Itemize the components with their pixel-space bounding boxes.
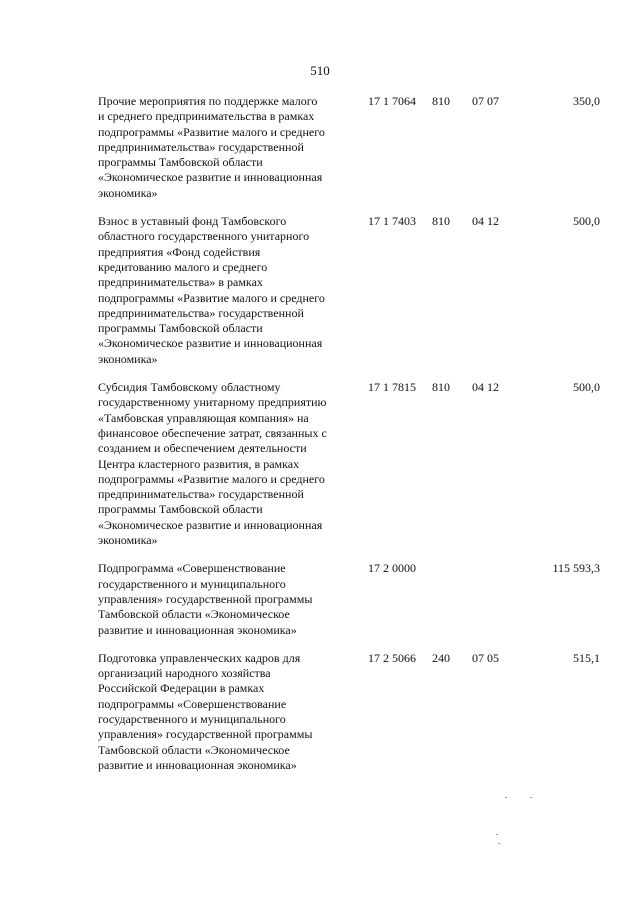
row-expense-kind: 810 — [432, 380, 450, 395]
row-target-code: 17 1 7403 — [368, 214, 416, 229]
row-target-code: 17 2 5066 — [368, 650, 416, 665]
row-description: Подготовка управленческих кадров для организаций народного хозяйства Российской Федерации в рамках подпрограммы «Совершенствование государственного и муниципального управления» государственной программы Тамбовской области «Экономическое развитие и инновационная экономика» — [98, 650, 313, 772]
row-amount: 500,0 — [573, 214, 600, 229]
row-expense-kind: 240 — [432, 650, 450, 665]
row-target-code: 17 1 7064 — [368, 94, 416, 108]
table-row — [98, 380, 608, 548]
scan-speck — [505, 797, 507, 798]
table-row — [98, 214, 608, 367]
row-description: Взнос в уставный фонд Тамбовского областного государственного унитарного предприятия «Фонд содействия кредитованию малого и среднего предпринимательства» в рамках подпрограммы «Развитие малого и среднего предпринимательства» государственной программы Тамбовской области «Экономическое развитие и инновационная экономика» — [98, 214, 325, 366]
row-expense-kind: 810 — [432, 214, 450, 229]
row-section: 07 07 — [472, 94, 499, 108]
row-target-code: 17 1 7815 — [368, 380, 416, 395]
row-section: 04 12 — [472, 214, 499, 229]
budget-table — [98, 94, 608, 786]
row-expense-kind: 810 — [432, 94, 450, 108]
row-target-code: 17 2 0000 — [368, 561, 416, 576]
scan-speck — [498, 843, 500, 844]
table-row — [98, 561, 608, 637]
scan-speck — [496, 834, 498, 835]
table-row — [98, 651, 608, 773]
row-section: 04 12 — [472, 380, 499, 395]
row-amount: 350,0 — [573, 94, 600, 108]
table-row — [98, 94, 608, 201]
scan-speck — [530, 797, 532, 798]
row-section: 07 05 — [472, 650, 499, 665]
row-description: Субсидия Тамбовскому областному государственному унитарному предприятию «Тамбовская управляющая компания» на финансовое обеспечение затрат, связанных с созданием и обеспечением деятельности Центра кластерного развития, в рамках подпрограммы «Развитие малого и среднего предпринимательства» государственной программы Тамбовской области «Экономическое развитие и инновационная экономика» — [98, 380, 327, 548]
row-amount: 115 593,3 — [552, 561, 600, 576]
row-description: Прочие мероприятия по поддержке малого и среднего предпринимательства в рамках подпрограммы «Развитие малого и среднего предпринимательства» государственной программы Тамбовской области «Экономическое развитие и инновационная экономика» — [98, 94, 325, 200]
row-amount: 515,1 — [573, 650, 600, 665]
row-description: Подпрограмма «Совершенствование государственного и муниципального управления» государственной программы Тамбовской области «Экономическое развитие и инновационная экономика» — [98, 561, 313, 637]
row-amount: 500,0 — [573, 380, 600, 395]
page-number: 510 — [310, 63, 330, 78]
